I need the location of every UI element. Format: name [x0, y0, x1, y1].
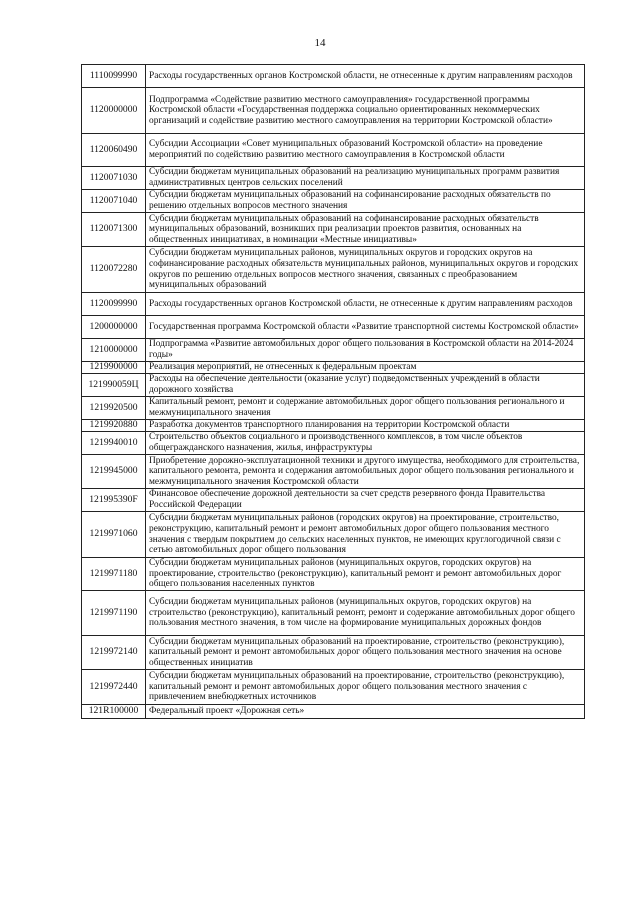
- table-row: [82, 432, 585, 455]
- expense-name: Капитальный ремонт, ремонт и содержание автомобильных дорог общего пользования регионального и межмуниципального значения: [146, 397, 585, 420]
- table-row: [82, 512, 585, 558]
- table-row: [82, 558, 585, 591]
- table-row: [82, 213, 585, 247]
- expense-name: Субсидии бюджетам муниципальных образований на проектирование, строительство (реконструкцию), капитальный ремонт и ремонт автомобильных дорог общего пользования местного значения на основе общественных инициатив: [146, 636, 585, 670]
- classification-code: 121R100000: [82, 705, 146, 719]
- expense-name: Подпрограмма «Содействие развитию местного самоуправления» государственной программы Костромской области «Государственная поддержка социально ориентированных некоммерческих организаций и содействие развитию местного самоуправления на территории Костромской области»: [146, 88, 585, 134]
- expense-name: Подпрограмма «Развитие автомобильных дорог общего пользования в Костромской области на 2014-2024 годы»: [146, 339, 585, 362]
- table-row: [82, 293, 585, 316]
- expense-name: Федеральный проект «Дорожная сеть»: [146, 705, 585, 719]
- expense-name: Субсидии бюджетам муниципальных образований на реализацию муниципальных программ развития административных центров сельских поселений: [146, 167, 585, 190]
- classification-code: 121995390F: [82, 489, 146, 512]
- classification-code: 1219971060: [82, 512, 146, 558]
- expense-name: Субсидии бюджетам муниципальных районов (городских округов) на проектирование, строительство, реконструкцию, капитальный ремонт и ремонт автомобильных дорог общего пользования местного значения с твердым покрытием до сельских населенных пунктов, не имеющих круглогодичной связи с сетью автомобильных дорог общего пользования: [146, 512, 585, 558]
- classification-code: 1219920880: [82, 420, 146, 432]
- table-row: [82, 167, 585, 190]
- classification-code: 1110099990: [82, 65, 146, 88]
- classification-code: 1210000000: [82, 339, 146, 362]
- table-row: [82, 316, 585, 339]
- table-row: [82, 397, 585, 420]
- classification-code: 1219920500: [82, 397, 146, 420]
- table-row: [82, 591, 585, 636]
- expense-name: Субсидии бюджетам муниципальных образований на софинансирование расходных обязательств муниципальных образований, возникших при реализации проектов развития, основанных на общественных инициативах, в номинации «Местные инициативы»: [146, 213, 585, 247]
- table-row: [82, 455, 585, 489]
- classification-code: 1219971180: [82, 558, 146, 591]
- classification-code: 1120071300: [82, 213, 146, 247]
- table-row: [82, 134, 585, 167]
- table-body: [82, 65, 585, 719]
- table-row: [82, 65, 585, 88]
- table-row: [82, 489, 585, 512]
- classification-code: 121990059Ц: [82, 374, 146, 397]
- table-row: [82, 190, 585, 213]
- classification-code: 1200000000: [82, 316, 146, 339]
- table-row: [82, 88, 585, 134]
- page-number: 14: [314, 37, 326, 49]
- table-row: [82, 420, 585, 432]
- classification-code: 1219900000: [82, 362, 146, 374]
- classification-code: 1219972440: [82, 670, 146, 705]
- expense-name: Разработка документов транспортного планирования на территории Костромской области: [146, 420, 585, 432]
- classification-code: 1219971190: [82, 591, 146, 636]
- expense-name: Строительство объектов социального и производственного комплексов, в том числе объектов общегражданского назначения, жилья, инфраструктуры: [146, 432, 585, 455]
- classification-code: 1120071040: [82, 190, 146, 213]
- expense-name: Финансовое обеспечение дорожной деятельности за счет средств резервного фонда Правительства Российской Федерации: [146, 489, 585, 512]
- expense-name: Расходы на обеспечение деятельности (оказание услуг) подведомственных учреждений в области дорожного хозяйства: [146, 374, 585, 397]
- classification-code: 1219940010: [82, 432, 146, 455]
- expense-name: Приобретение дорожно-эксплуатационной техники и другого имущества, необходимого для строительства, капитального ремонта, ремонта и содержания автомобильных дорог общего пользования регионального и межмуниципального значения Костромской области: [146, 455, 585, 489]
- table-row: [82, 636, 585, 670]
- classification-code: 1120099990: [82, 293, 146, 316]
- table-row: [82, 247, 585, 293]
- table-row: [82, 339, 585, 362]
- expense-name: Реализация мероприятий, не отнесенных к федеральным проектам: [146, 362, 585, 374]
- table-row: [82, 705, 585, 719]
- budget-codes-table: [81, 64, 585, 719]
- table-row: [82, 362, 585, 374]
- expense-name: Субсидии бюджетам муниципальных районов (муниципальных округов, городских округов) на строительство (реконструкцию), капитальный ремонт, ремонт и содержание автомобильных дорог общего пользования местного значения, в том числе на формирование муниципальных дорожных фондов: [146, 591, 585, 636]
- classification-code: 1120060490: [82, 134, 146, 167]
- table-row: [82, 670, 585, 705]
- expense-name: Расходы государственных органов Костромской области, не отнесенные к другим направлениям расходов: [146, 293, 585, 316]
- classification-code: 1219945000: [82, 455, 146, 489]
- expense-name: Субсидии бюджетам муниципальных образований на проектирование, строительство (реконструкцию), капитальный ремонт и ремонт автомобильных дорог общего пользования местного значения с привлечением внебюджетных источников: [146, 670, 585, 705]
- classification-code: 1120000000: [82, 88, 146, 134]
- expense-name: Субсидии Ассоциации «Совет муниципальных образований Костромской области» на проведение мероприятий по содействию развитию местного самоуправления в Костромской области: [146, 134, 585, 167]
- expense-name: Субсидии бюджетам муниципальных образований на софинансирование расходных обязательств по решению отдельных вопросов местного значения: [146, 190, 585, 213]
- expense-name: Государственная программа Костромской области «Развитие транспортной системы Костромской области»: [146, 316, 585, 339]
- classification-code: 1219972140: [82, 636, 146, 670]
- expense-name: Расходы государственных органов Костромской области, не отнесенные к другим направлениям расходов: [146, 65, 585, 88]
- expense-name: Субсидии бюджетам муниципальных районов, муниципальных округов и городских округов на софинансирование расходных обязательств муниципальных районов, муниципальных округов и городских округов по решению отдельных вопросов местного значения, связанных с преобразованием муниципальных образований: [146, 247, 585, 293]
- table-row: [82, 374, 585, 397]
- classification-code: 1120071030: [82, 167, 146, 190]
- expense-name: Субсидии бюджетам муниципальных районов (муниципальных округов, городских округов) на проектирование, строительство (реконструкцию), капитальный ремонт и ремонт автомобильных дорог общего пользования населенных пунктов: [146, 558, 585, 591]
- classification-code: 1120072280: [82, 247, 146, 293]
